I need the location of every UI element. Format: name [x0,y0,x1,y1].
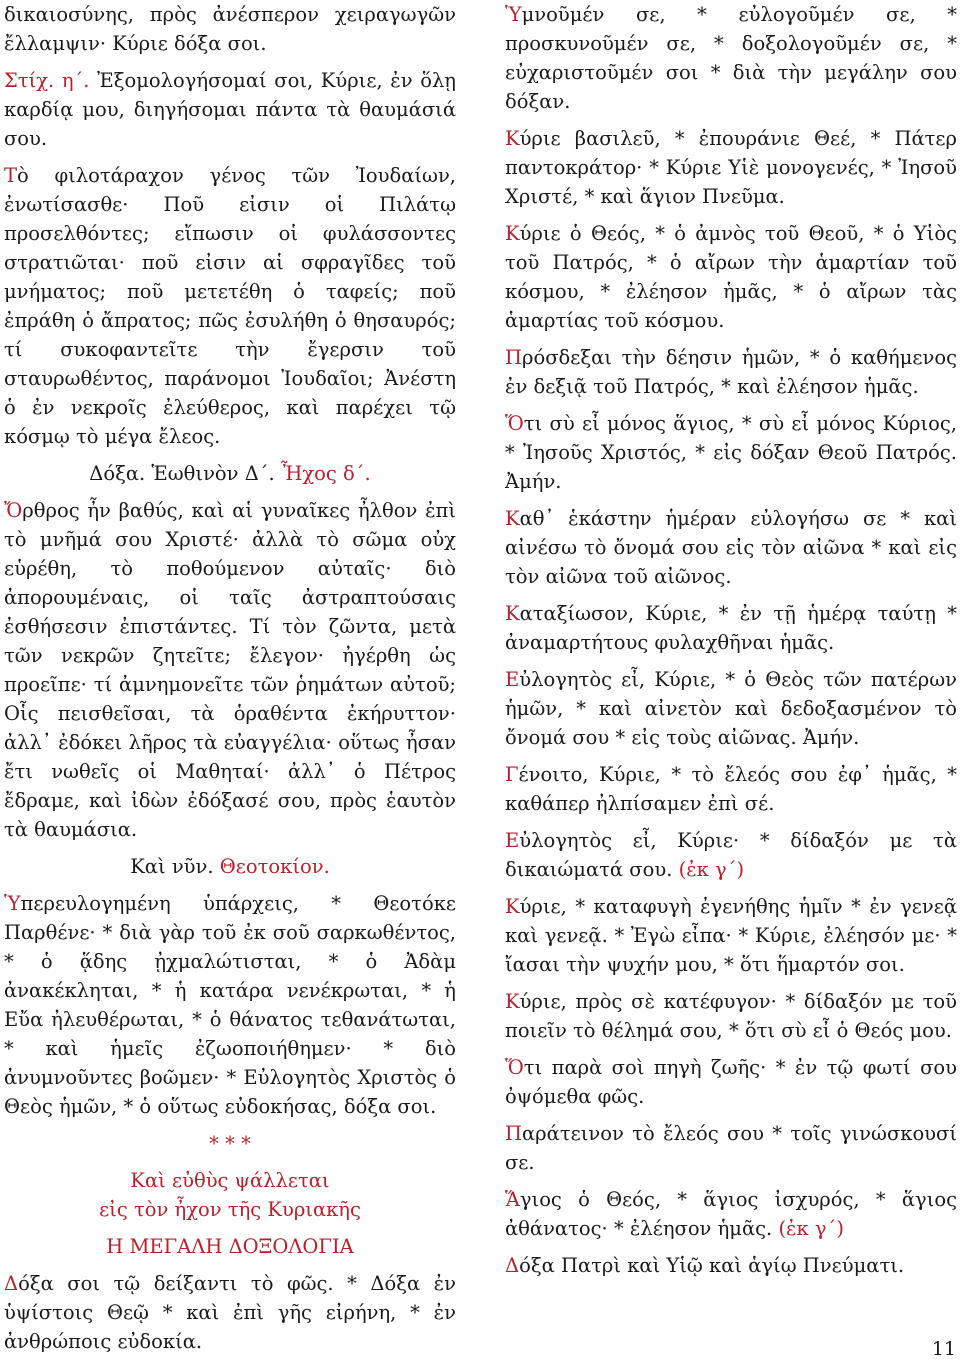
right-column [505,0,957,1288]
repeat-rubric: (ἐκ γ΄) [778,1217,844,1240]
drop-initial: Ἅ [505,1188,520,1211]
drop-initial: Δ [4,1272,19,1295]
page-number: 11 [931,1338,956,1360]
drop-initial: Ὅ [505,1056,524,1079]
paragraph: Εὐλογητὸς εἶ, Κύριε· * δίδαξόν με τὰ δικαιώματά σου. (ἐκ γ΄) [505,829,957,881]
drop-initial: Ε [505,829,520,852]
paragraph: δικαιοσύνης, πρὸς ἀνέσπερον χειραγωγῶν ἔλλαμψιν· Κύριε δόξα σοι. [4,3,456,55]
paragraph: Κύριε, πρὸς σὲ κατέφυγον· * δίδαξόν με τοῦ ποιεῖν τὸ θέλημά σου, * ὅτι σὺ εἶ ὁ Θεός μου. [505,990,957,1042]
paragraph: Τὸ φιλοτάραχον γένος τῶν Ἰουδαίων, ἐνωτίσασθε· Ποῦ εἰσιν οἱ Πιλάτῳ προσελθόντες; εἴπωσιν οἱ φυλάσσοντες στρατιῶται· ποῦ εἰσιν αἱ σφραγῖδες τοῦ μνήματος; ποῦ μετετέθη ὁ ταφείς; ποῦ ἐπράθη ὁ ἄπρατος; πῶς ἐσυλήθη ὁ θησαυρός; τί συκοφαντεῖτε τὴν ἔγερσιν τοῦ σταυρωθέντος, παράνομοι Ἰουδαῖοι; Ἀνέστη ὁ ἐν νεκροῖς ἐλεύθερος, καὶ παρέχει τῷ κόσμῳ τὸ μέγα ἔλεος. [4,164,456,448]
drop-initial: Ὑ [505,3,522,26]
section-separator: * * * [209,1132,251,1155]
paragraph: Δόξα σοι τῷ δείξαντι τὸ φῶς. * Δόξα ἐν ὑψίστοις Θεῷ * καὶ ἐπὶ γῆς εἰρήνη, * ἐν ἀνθρώποις εὐδοκία. [4,1272,456,1353]
drop-initial: Κ [505,507,520,530]
left-column [4,0,456,1364]
drop-initial: Π [505,346,523,369]
section-title: Η ΜΕΓΑΛΗ ΔΟΞΟΛΟΓΙΑ [106,1235,354,1258]
paragraph: Ὅτι παρὰ σοὶ πηγὴ ζωῆς· * ἐν τῷ φωτί σου ὀψόμεθα φῶς. [505,1056,957,1108]
paragraph: Ἅγιος ὁ Θεός, * ἅγιος ἰσχυρός, * ἅγιος ἀθάνατος· * ἐλέησον ἡμᾶς. (ἐκ γ΄) [505,1188,957,1240]
paragraph: Ὄρθρος ἦν βαθύς, καὶ αἱ γυναῖκες ἦλθον ἐπὶ τὸ μνῆμά σου Χριστέ· ἀλλὰ τὸ σῶμα οὐχ εὑρέθη, τὸ ποθούμενον αὐταῖς· διὸ ἀπορουμέναις, οἱ ταῖς ἀστραπτούσαις ἐσθήσεσιν ἐπιστάντες. Τί τὸν ζῶντα, μετὰ τῶν νεκρῶν ζητεῖτε; ἔλεγον· ἠγέρθη ὡς προεῖπε· τί ἀμνημονεῖτε τῶν ῥημάτων αὐτοῦ; Οἷς πεισθεῖσαι, τὰ ὁραθέντα ἐκήρυττον· ἀλλ᾽ ἐδόκει λῆρος τὰ εὐαγγέλια· οὕτως ἦσαν ἔτι νωθεῖς οἱ Μαθηταί· ἀλλ᾽ ὁ Πέτρος ἔδραμε, καὶ ἰδὼν ἐδόξασέ σου, πρὸς ἑαυτὸν τὰ θαυμάσια. [4,499,456,841]
paragraph: Εὐλογητὸς εἶ, Κύριε, * ὁ Θεὸς τῶν πατέρων ἡμῶν, * καὶ αἰνετὸν καὶ δεδοξασμένον τὸ ὄνομά σου * εἰς τοὺς αἰῶνας. Ἀμήν. [505,668,957,749]
verse-label: Στίχ. η΄. [4,69,90,92]
drop-initial: Κ [505,602,520,625]
paragraph: Παράτεινον τὸ ἔλεός σου * τοῖς γινώσκουσί σε. [505,1122,957,1174]
section-heading: Δόξα. Ἑωθινὸν Δ΄. Ἦχος δ΄. [89,462,371,485]
paragraph: Καταξίωσον, Κύριε, * ἐν τῇ ἡμέρᾳ ταύτῃ * ἀναμαρτήτους φυλαχθῆναι ἡμᾶς. [505,602,957,654]
paragraph: Ὑμνοῦμέν σε, * εὐλογοῦμέν σε, * προσκυνοῦμέν σε, * δοξολογοῦμέν σε, * εὐχαριστοῦμέν σοι * διὰ τὴν μεγάλην σου δόξαν. [505,3,957,113]
drop-initial: Ὅ [505,412,524,435]
drop-initial: Τ [4,164,18,187]
paragraph: Κύριε ὁ Θεός, * ὁ ἀμνὸς τοῦ Θεοῦ, * ὁ Υἱὸς τοῦ Πατρός, * ὁ αἴρων τὴν ἁμαρτίαν τοῦ κόσμου, * ἐλέησον ἡμᾶς, * ὁ αἴρων τὰς ἁμαρτίας τοῦ κόσμου. [505,222,957,332]
drop-initial: Ὄ [4,499,23,522]
paragraph: Κύριε, * καταφυγὴ ἐγενήθης ἡμῖν * ἐν γενεᾷ καὶ γενεᾷ. * Ἐγὼ εἶπα· * Κύριε, ἐλέησόν με· * ἴασαι τὴν ψυχήν μου, * ὅτι ἥμαρτόν σοι. [505,895,957,976]
paragraph: Δόξα Πατρὶ καὶ Υἱῷ καὶ ἁγίῳ Πνεύματι. [505,1254,905,1277]
drop-initial: Π [505,1122,523,1145]
drop-initial: Κ [505,222,520,245]
drop-initial: Ὑ [4,892,21,915]
rubric-line: Καὶ εὐθὺς ψάλλεται [130,1169,330,1192]
drop-initial: Δ [505,1254,520,1277]
section-heading: Καὶ νῦν. Θεοτοκίον. [130,855,330,878]
drop-initial: Κ [505,127,520,150]
paragraph: Ὅτι σὺ εἶ μόνος ἅγιος, * σὺ εἶ μόνος Κύριος, * Ἰησοῦς Χριστός, * εἰς δόξαν Θεοῦ Πατρός. Ἀμήν. [505,412,957,493]
paragraph: Καθ᾽ ἑκάστην ἡμέραν εὐλογήσω σε * καὶ αἰνέσω τὸ ὄνομά σου εἰς τὸν αἰῶνα * καὶ εἰς τὸν αἰῶνα τοῦ αἰῶνος. [505,507,957,588]
drop-initial: Γ [505,763,519,786]
drop-initial: Κ [505,990,520,1013]
drop-initial: Ε [505,668,520,691]
paragraph: Πρόσδεξαι τὴν δέησιν ἡμῶν, * ὁ καθήμενος ἐν δεξιᾷ τοῦ Πατρός, * καὶ ἐλέησον ἡμᾶς. [505,346,957,398]
paragraph: Γένοιτο, Κύριε, * τὸ ἔλεός σου ἐφ᾽ ἡμᾶς, * καθάπερ ἠλπίσαμεν ἐπὶ σέ. [505,763,957,815]
paragraph: Κύριε βασιλεῦ, * ἐπουράνιε Θεέ, * Πάτερ παντοκράτορ· * Κύριε Υἱὲ μονογενές, * Ἰησοῦ Χριστέ, * καὶ ἅγιον Πνεῦμα. [505,127,957,208]
repeat-rubric: (ἐκ γ΄) [678,858,745,881]
drop-initial: Κ [505,895,520,918]
paragraph: Ὑπερευλογημένη ὑπάρχεις, * Θεοτόκε Παρθένε· * διὰ γὰρ τοῦ ἐκ σοῦ σαρκωθέντος, * ὁ ᾅδης ᾐχμαλώτισται, * ὁ Ἀδὰμ ἀνακέκληται, * ἡ κατάρα νενέκρωται, * ἡ Εὔα ἠλευθέρωται, * ὁ θάνατος τεθανάτωται, * καὶ ἡμεῖς ἐζωοποιήθημεν· * διὸ ἀνυμνοῦντες βοῶμεν· * Εὐλογητὸς Χριστὸς ὁ Θεὸς ἡμῶν, * ὁ οὕτως εὐδοκήσας, δόξα σοι. [4,892,456,1118]
rubric-line: εἰς τὸν ἦχον τῆς Κυριακῆς [99,1198,361,1221]
verse-paragraph: Στίχ. η΄. Ἐξομολογήσομαί σοι, Κύριε, ἐν ὅλῃ καρδίᾳ μου, διηγήσομαι πάντα τὰ θαυμάσιά σου. [4,69,456,150]
